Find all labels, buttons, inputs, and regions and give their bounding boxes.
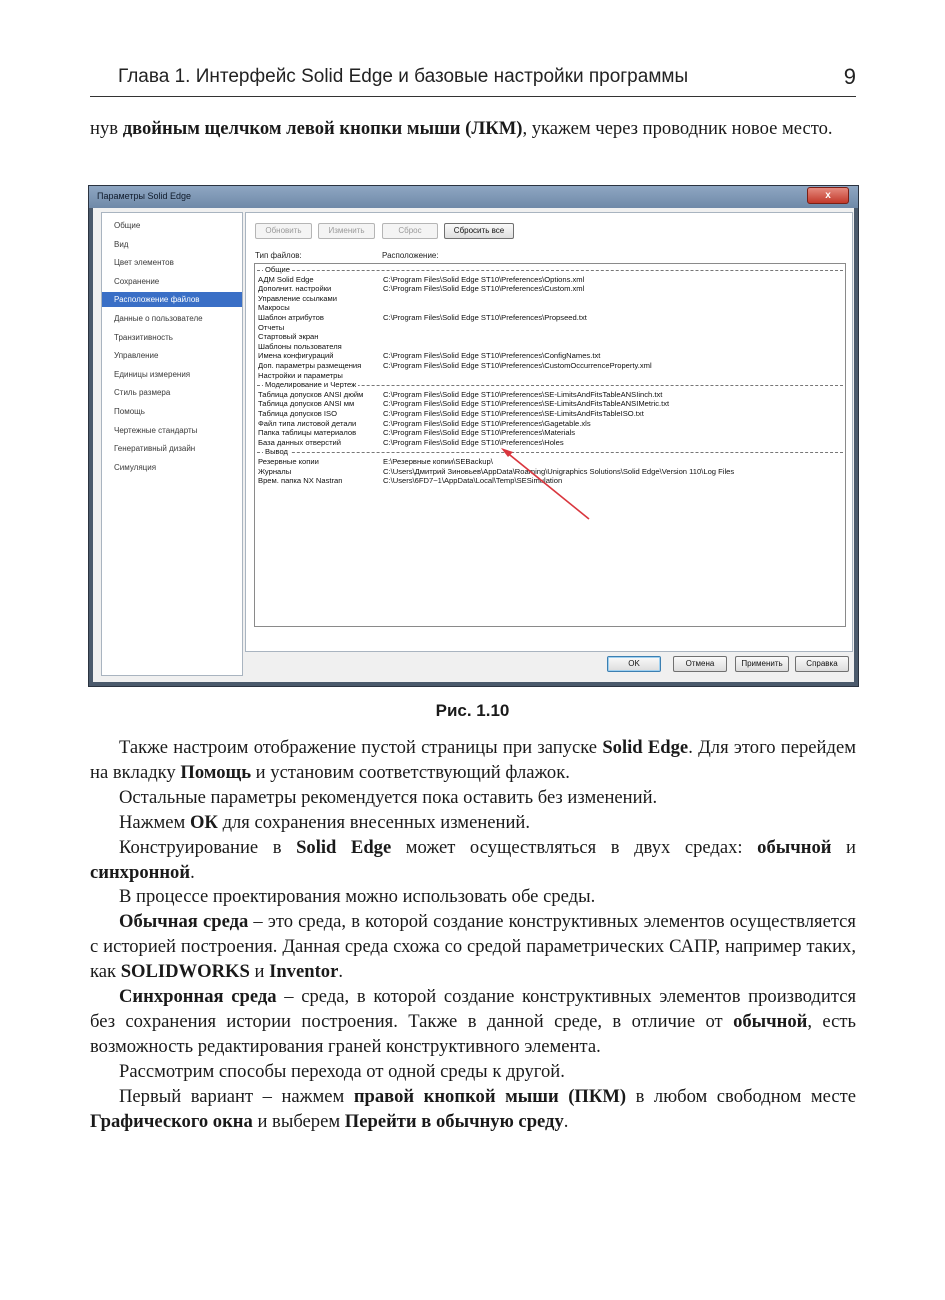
text-run: . [563,1110,569,1132]
file-type: Журналы [258,466,292,476]
column-header-type: Тип файлов: [255,251,302,260]
file-type: Таблица допусков ANSI мм [258,399,355,409]
group-label: Моделирование и Чертеж [265,380,357,390]
file-type: Таблица допусков ISO [258,409,338,418]
file-path: C:\Users\6FD7~1\AppData\Local\Temp\SESimulation [383,476,563,486]
file-type: Врем. папка NX Nastran [258,476,343,486]
text-run: Нажмем [119,811,190,833]
file-type: Резервные копии [258,457,319,466]
text-run: может осуществляться в двух средах: [391,836,758,858]
nav-item[interactable]: Транзитивность [114,332,173,342]
group-label: Общие [265,265,290,274]
file-path: C:\Program Files\Solid Edge ST10\Preferences\Holes [383,437,564,447]
toolbar-button[interactable]: Обновить [255,223,312,239]
paragraph [90,736,856,786]
bold-text: Перейти в обычную среду [344,1110,564,1132]
nav-item[interactable]: Генеративный дизайн [114,444,196,454]
paragraph [90,1085,856,1135]
file-type: Стартовый экран [258,332,319,342]
nav-item[interactable]: Стиль размера [114,388,171,398]
text-run: Остальные параметры рекомендуется пока оставить без изменений. [119,786,658,808]
arrow-shaft [505,451,589,519]
dialog-button[interactable]: Применить [735,656,789,672]
text-run: . Для этого перейдем на вкладку [90,737,856,783]
text-run: для сохранения внесенных изменений. [217,811,531,833]
file-type: Настройки и параметры [258,370,343,380]
bold-text: синхронной [90,861,191,883]
dialog-button[interactable]: Справка [795,656,849,672]
dialog-button[interactable]: Отмена [673,656,727,672]
file-path: C:\Program Files\Solid Edge ST10\Preferences\ConfigNames.txt [383,351,601,361]
intro-paragraph [90,116,856,141]
nav-item[interactable]: Помощь [114,407,145,416]
bold-text: Inventor [269,961,339,983]
bold-text: правой кнопкой мыши (ПКМ) [353,1085,627,1107]
nav-item[interactable]: Данные о пользователе [114,314,203,323]
running-header [90,64,856,97]
bold-text: обычной [733,1010,808,1032]
bold-text: ОК [189,811,218,833]
text-run: Первый вариант – нажмем [119,1085,354,1107]
bold-text: Синхронная среда [119,986,277,1008]
nav-item[interactable]: Вид [114,239,129,249]
text-run: , укажем через проводник новое место. [522,118,833,139]
paragraph [90,1060,856,1085]
group-label: Вывод [265,447,288,457]
file-type: Папка таблицы материалов [258,428,357,438]
column-header-location: Расположение: [382,251,439,260]
file-path: C:\Program Files\Solid Edge ST10\Preferences\CustomOccurrenceProperty.xml [383,361,652,370]
text-run: и [831,836,856,858]
paragraph [90,811,856,836]
file-path: C:\Program Files\Solid Edge ST10\Preferences\Propseed.txt [383,313,587,322]
file-path: C:\Program Files\Solid Edge ST10\Preferences\Custom.xml [383,284,585,294]
file-path: C:\Program Files\Solid Edge ST10\Preferences\Gagetable.xls [383,418,591,428]
toolbar-button[interactable]: Сброс [382,223,438,239]
file-type: Управление ссылками [258,293,337,303]
annotation-arrow [89,186,858,686]
dialog-button[interactable]: OK [607,656,661,672]
text-run: Рассмотрим способы перехода от одной среды к другой. [119,1060,565,1082]
chapter-title: Глава 1. Интерфейс Solid Edge и базовые настройки программы [118,66,689,87]
file-path: C:\Program Files\Solid Edge ST10\Preferences\Materials [383,428,576,438]
nav-item[interactable]: Общие [114,221,141,230]
bold-text: обычной [757,836,832,858]
text-run: В процессе проектирования можно использовать обе среды. [119,886,596,908]
text-run: – среда, в которой создание конструктивных элементов производится без сохранения истории построения. Также в данной среде, в отличие от [90,986,856,1032]
paragraph [90,985,856,1060]
file-path: C:\Program Files\Solid Edge ST10\Preferences\Options.xml [383,274,585,284]
file-type: Доп. параметры размещения [258,361,362,370]
paragraph [90,836,856,886]
text-run: . [190,861,195,883]
paragraph [90,910,856,985]
text-run: . [338,961,343,983]
file-type: Таблица допусков ANSI дюйм [258,389,364,399]
paragraph [90,885,856,910]
text-run: нув [90,118,123,139]
file-type: Шаблон атрибутов [258,313,324,322]
text-run: Конструирование в [119,836,297,858]
nav-item[interactable]: Чертежные стандарты [114,425,198,435]
file-path: C:\Program Files\Solid Edge ST10\Preferences\SE-LimitsAndFitsTableANSIMetric.txt [383,399,670,409]
file-type: Имена конфигураций [258,351,334,361]
text-run: и [249,961,270,983]
close-button[interactable]: x [807,187,849,204]
file-type: База данных отверстий [258,437,342,447]
bold-text: двойным щелчком левой кнопки мыши (ЛКМ) [122,118,523,139]
toolbar-button[interactable]: Изменить [318,223,375,239]
toolbar-button[interactable]: Сбросить все [444,223,514,239]
file-type: Макросы [258,303,290,313]
text-run: и выберем [252,1110,345,1132]
bold-text: Solid Edge [296,836,392,858]
nav-item[interactable]: Сохранение [114,276,160,286]
text-run: , есть возможность редактирования граней конструктивного элемента. [90,1010,857,1057]
paragraph [90,786,856,811]
body-text [90,736,856,1135]
bold-text: Графического окна [90,1110,253,1132]
figure-caption: Рис. 1.10 [435,701,510,720]
file-type: Файл типа листовой детали [258,418,357,428]
file-path: C:\Program Files\Solid Edge ST10\Preferences\SE-LimitsAndFitsTableISO.txt [383,409,644,418]
dialog-title: Параметры Solid Edge [97,191,192,201]
file-path: C:\Program Files\Solid Edge ST10\Preferences\SE-LimitsAndFitsTableANSIinch.txt [383,389,663,399]
bold-text: SOLIDWORKS [120,961,250,983]
file-type: Дополнит. настройки [258,284,332,294]
file-type: Отчеты [258,322,285,332]
page-number: 9 [843,64,856,89]
file-type: Шаблоны пользователя [258,341,342,351]
nav-item[interactable]: Цвет элементов [114,258,174,268]
file-type: АДМ Solid Edge [258,274,314,284]
nav-item[interactable]: Симуляция [114,462,157,472]
text-run: в любом свободном месте [626,1085,856,1107]
bold-text: Обычная среда [119,911,249,933]
text-run: и установим соответствующий флажок. [251,761,570,783]
text-run: Также настроим отображение пустой страницы при запуске [119,737,603,758]
bold-text: Solid Edge [602,737,689,758]
nav-item[interactable]: Управление [114,351,159,361]
nav-item[interactable]: Единицы измерения [114,369,191,379]
bold-text: Помощь [180,761,252,783]
dialog-screenshot [88,185,859,687]
text-run: – это среда, в которой создание конструктивных элементов осуществляется с историей построения. Данная среда схожа со средой параметрических САПР, например таких, как [90,911,856,983]
file-path: E:\Резервные копии\SEBackup\ [383,457,493,466]
file-path: C:\Users\Дмитрий Зиновьев\AppData\Roaming\Unigraphics Solutions\Solid Edge\Version 110\Log Files [383,466,735,476]
nav-item[interactable]: Расположение файлов [114,295,200,305]
